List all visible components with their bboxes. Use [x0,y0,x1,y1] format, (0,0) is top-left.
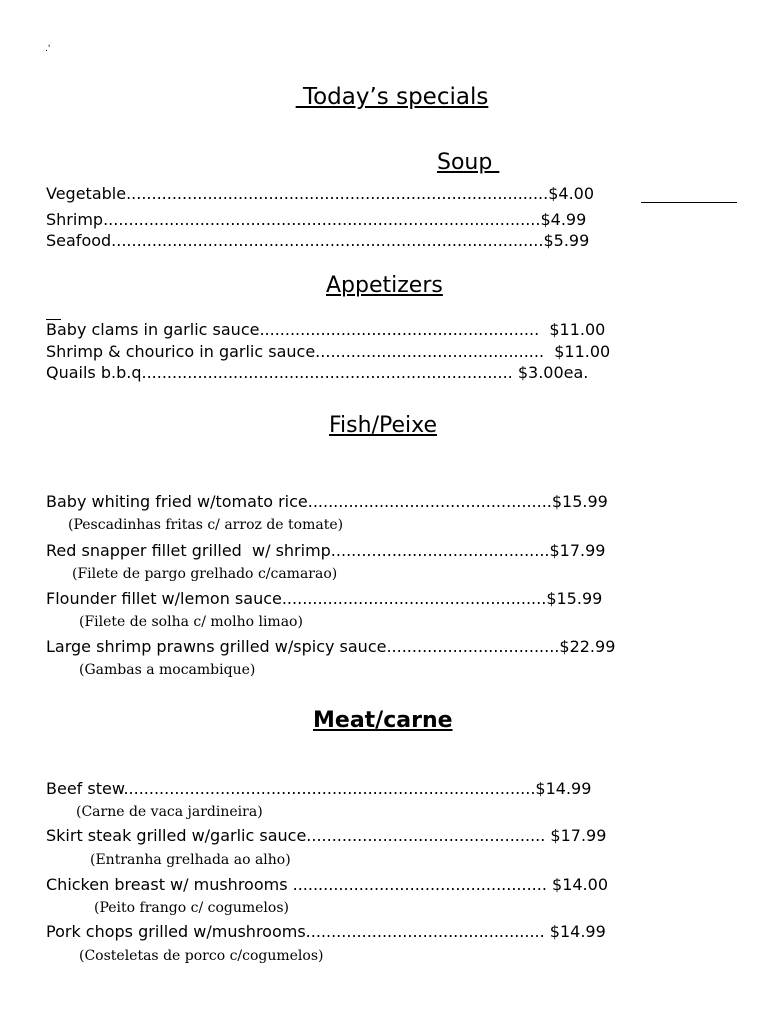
meat-item-beef-stew: Beef stew.................................................................................$14.99 [46,779,592,798]
section-heading-fish: Fish/Peixe [329,413,437,438]
meat-item-skirt-steak: Skirt steak grilled w/garlic sauce............................................... $17.99 [46,826,607,845]
fish-item-large-shrimp: Large shrimp prawns grilled w/spicy sauce..................................$22.99 [46,637,616,656]
section-heading-appetizers: Appetizers [326,273,443,298]
page-title: Today’s specials [295,84,489,110]
fish-item-large-shrimp-translation: (Gambas a mocambique) [79,662,256,678]
meat-item-beef-stew-translation: (Carne de vaca jardineira) [76,804,263,820]
soup-item-shrimp: Shrimp......................................................................................$4.99 [46,210,587,229]
decorative-rule [641,202,737,203]
soup-item-vegetable: Vegetable...................................................................................$4.00 [46,184,595,203]
appetizer-item-shrimp-chourico: Shrimp & chourico in garlic sauce............................................. $11.00 [46,342,611,361]
section-heading-meat: Meat/carne [313,708,453,733]
soup-item-seafood: Seafood.....................................................................................$5.99 [46,231,590,250]
page-mark: .' [45,44,51,54]
meat-item-chicken-breast-translation: (Peito frango c/ cogumelos) [94,900,289,916]
fish-item-flounder: Flounder fillet w/lemon sauce....................................................$15.99 [46,589,603,608]
meat-item-pork-chops-translation: (Costeletas de porco c/cogumelos) [79,948,324,964]
meat-item-skirt-steak-translation: (Entranha grelhada ao alho) [90,852,291,868]
fish-item-flounder-translation: (Filete de solha c/ molho limao) [79,614,303,630]
meat-item-chicken-breast: Chicken breast w/ mushrooms .................................................. $14.00 [46,875,608,894]
fish-item-baby-whiting: Baby whiting fried w/tomato rice................................................$15.99 [46,492,608,511]
fish-item-baby-whiting-translation: (Pescadinhas fritas c/ arroz de tomate) [68,517,344,533]
meat-item-pork-chops: Pork chops grilled w/mushrooms............................................... $14.99 [46,922,606,941]
fish-item-red-snapper-translation: (Filete de pargo grelhado c/camarao) [72,566,338,582]
fish-item-red-snapper: Red snapper fillet grilled w/ shrimp...........................................$17.99 [46,541,606,560]
section-heading-soup: Soup [437,150,500,175]
appetizer-item-quails: Quails b.b.q......................................................................... $3.00ea. [46,363,589,382]
appetizer-item-baby-clams: Baby clams in garlic sauce....................................................... $11.00 [46,320,606,339]
